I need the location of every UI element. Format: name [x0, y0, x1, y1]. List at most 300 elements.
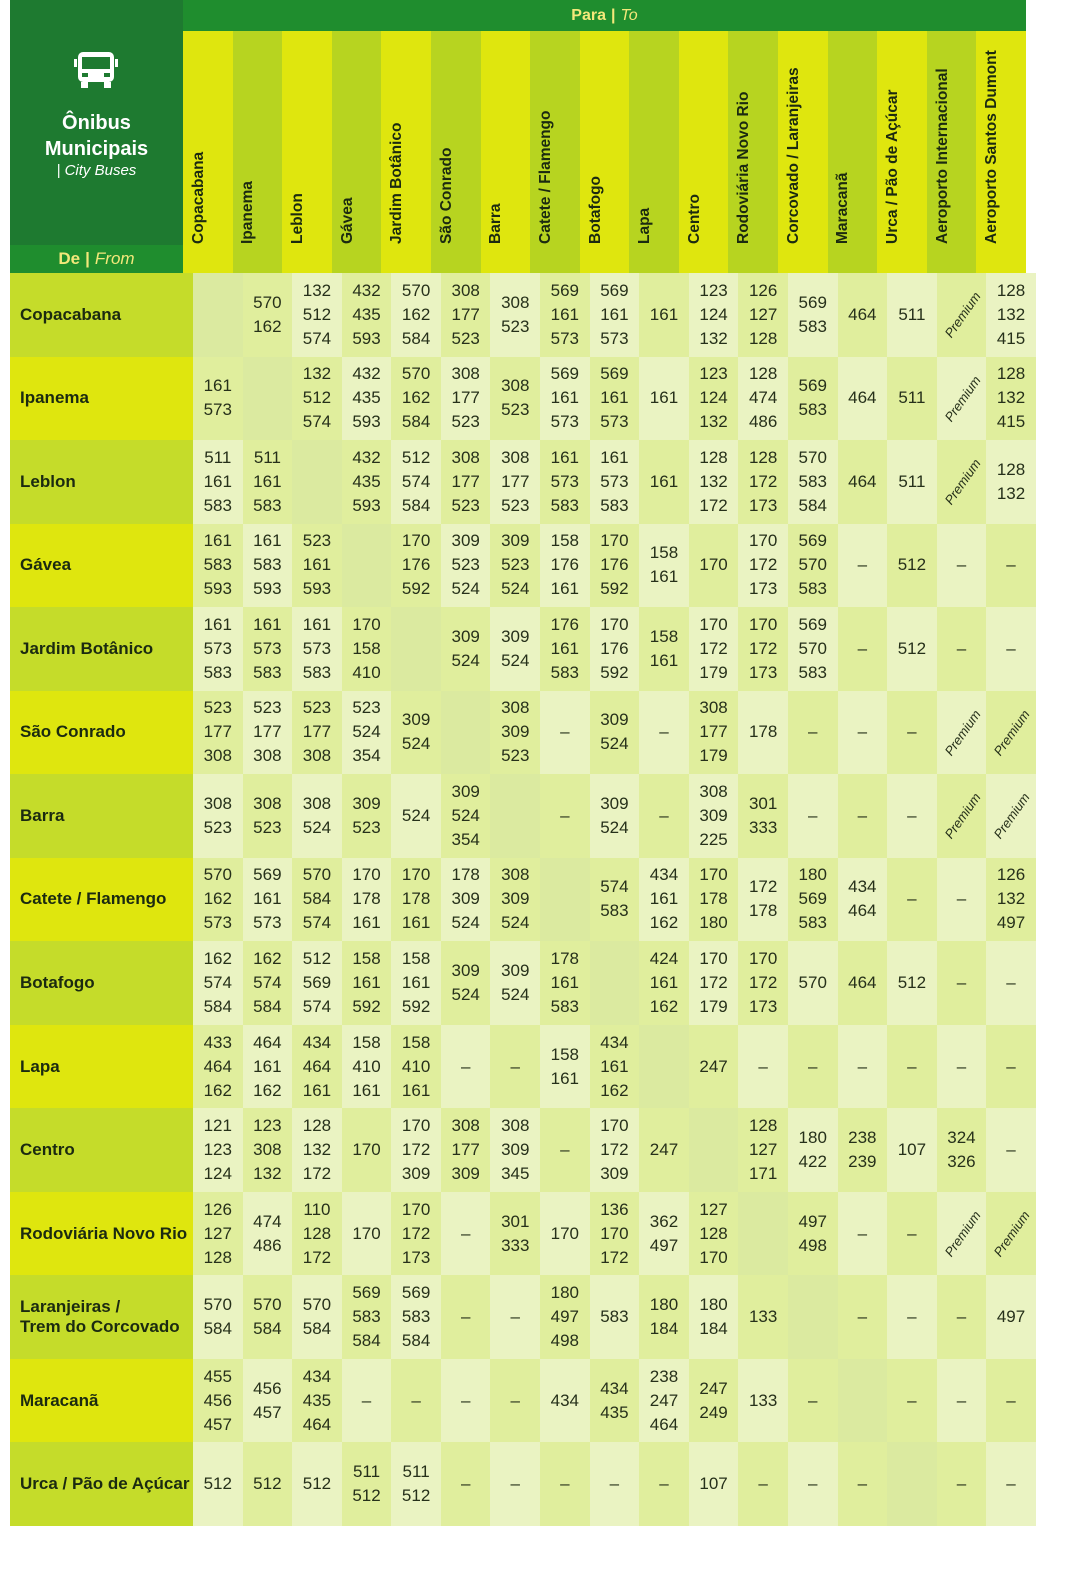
premium-label: Premium: [941, 707, 984, 759]
route-cell: 512: [292, 1442, 342, 1526]
column-header: [481, 31, 531, 273]
de-label: De: [58, 249, 81, 268]
route-cell: 569 161 573: [243, 858, 293, 942]
route-cell: 511 161 583: [243, 440, 293, 524]
route-cell: –: [937, 524, 987, 608]
route-cell: 170 172 309: [391, 1108, 441, 1192]
route-cell: 170: [342, 1108, 392, 1192]
bus-icon: [72, 50, 120, 90]
column-header: [728, 31, 778, 273]
route-cell: 309 524: [590, 774, 640, 858]
route-cell: 511: [887, 273, 937, 357]
column-header: [530, 31, 580, 273]
route-cell: –: [986, 1108, 1036, 1192]
route-cell: [342, 524, 392, 608]
row-header-label: Laranjeiras / Trem do Corcovado: [10, 1275, 193, 1359]
column-header-label: Urca / Pão de Açúcar: [884, 89, 902, 244]
route-cell: –: [887, 1025, 937, 1109]
route-cell: 464: [838, 357, 888, 441]
table-row: [10, 941, 1036, 1025]
route-cell: –: [639, 774, 689, 858]
route-cell: –: [887, 1359, 937, 1443]
route-cell: 128 132 415: [986, 357, 1036, 441]
route-cell: –: [788, 1359, 838, 1443]
route-cell: 523 177 308: [292, 691, 342, 775]
premium-label: Premium: [990, 707, 1033, 759]
column-header-label: Aeroporto Internacional: [933, 68, 951, 244]
route-cell: 301 333: [490, 1192, 540, 1276]
table-row: [10, 1192, 1036, 1276]
route-cell: –: [838, 691, 888, 775]
route-cell: –: [986, 524, 1036, 608]
route-cell: 583: [590, 1275, 640, 1359]
route-cell: [986, 691, 1036, 775]
route-cell: 308 523: [193, 774, 243, 858]
logo-subtitle-text: City Buses: [64, 162, 137, 179]
route-cell: –: [838, 524, 888, 608]
route-cell: 434: [540, 1359, 590, 1443]
row-header-label: São Conrado: [10, 691, 193, 775]
route-cell: 126 127 128: [193, 1192, 243, 1276]
route-cell: 247 249: [689, 1359, 739, 1443]
route-cell: –: [937, 1275, 987, 1359]
table-row: [10, 357, 1036, 441]
route-cell: –: [986, 1359, 1036, 1443]
route-cell: 424 161 162: [639, 941, 689, 1025]
route-cell: 474 486: [243, 1192, 293, 1276]
column-header-label: São Conrado: [437, 147, 455, 244]
row-header-label: Centro: [10, 1108, 193, 1192]
route-cell: 523 161 593: [292, 524, 342, 608]
route-cell: –: [490, 1359, 540, 1443]
route-cell: 128 172 173: [738, 440, 788, 524]
column-header: [282, 31, 332, 273]
route-cell: 570: [788, 941, 838, 1025]
route-cell: 247: [689, 1025, 739, 1109]
route-cell: 170: [689, 524, 739, 608]
route-cell: 569 583: [788, 357, 838, 441]
route-cell: 523 524 354: [342, 691, 392, 775]
route-cell: 170 172 173: [738, 524, 788, 608]
route-cell: –: [887, 691, 937, 775]
route-cell: 158 410 161: [342, 1025, 392, 1109]
route-cell: 127 128 170: [689, 1192, 739, 1276]
route-cell: 161: [639, 440, 689, 524]
route-cell: 524: [391, 774, 441, 858]
table-row: [10, 774, 1036, 858]
route-cell: 569 570 583: [788, 607, 838, 691]
route-cell: –: [986, 1025, 1036, 1109]
route-cell: 464 161 162: [243, 1025, 293, 1109]
route-grid: [10, 273, 1036, 1526]
route-cell: –: [639, 1442, 689, 1526]
row-header-label: Lapa: [10, 1025, 193, 1109]
route-cell: 161 573 583: [193, 607, 243, 691]
route-cell: 309 524: [391, 691, 441, 775]
route-cell: –: [838, 1442, 888, 1526]
route-cell: 161 583 593: [193, 524, 243, 608]
route-cell: 570 584 574: [292, 858, 342, 942]
row-header-label: Urca / Pão de Açúcar: [10, 1442, 193, 1526]
column-header: [332, 31, 382, 273]
route-cell: 309 523: [342, 774, 392, 858]
column-header-label: Catete / Flamengo: [536, 110, 554, 244]
route-cell: –: [391, 1359, 441, 1443]
route-cell: 570 584: [292, 1275, 342, 1359]
route-cell: –: [441, 1275, 491, 1359]
route-cell: 569 583 584: [342, 1275, 392, 1359]
route-cell: 308 177 523: [441, 357, 491, 441]
route-cell: –: [342, 1359, 392, 1443]
route-cell: –: [937, 941, 987, 1025]
route-cell: 161 573 583: [590, 440, 640, 524]
route-cell: [937, 273, 987, 357]
column-header-label: Barra: [487, 203, 505, 244]
route-cell: –: [738, 1025, 788, 1109]
route-cell: 570 584: [243, 1275, 293, 1359]
route-cell: 180 184: [639, 1275, 689, 1359]
route-cell: 434 161 162: [590, 1025, 640, 1109]
route-cell: 308 177 523: [441, 273, 491, 357]
route-cell: 511: [887, 440, 937, 524]
logo-title-line-2: Municipais: [44, 138, 149, 160]
route-cell: 569 570 583: [788, 524, 838, 608]
route-cell: 170: [342, 1192, 392, 1276]
route-cell: 308 524: [292, 774, 342, 858]
route-cell: [639, 1025, 689, 1109]
route-cell: 569 583: [788, 273, 838, 357]
route-cell: 161 573 583: [243, 607, 293, 691]
route-cell: 570 162 584: [391, 357, 441, 441]
separator: |: [85, 249, 90, 268]
route-cell: 170 172 179: [689, 607, 739, 691]
column-header: [580, 31, 630, 273]
route-cell: 511: [887, 357, 937, 441]
table-row: [10, 1275, 1036, 1359]
route-cell: [937, 774, 987, 858]
route-cell: 497 498: [788, 1192, 838, 1276]
route-cell: 512: [887, 607, 937, 691]
route-cell: 433 464 162: [193, 1025, 243, 1109]
premium-label: Premium: [941, 456, 984, 508]
route-cell: 170 158 410: [342, 607, 392, 691]
route-cell: 128 474 486: [738, 357, 788, 441]
logo-subtitle: [10, 162, 183, 179]
route-cell: [441, 691, 491, 775]
column-header-label: Maracanã: [834, 172, 852, 244]
route-cell: 570 584: [193, 1275, 243, 1359]
route-cell: 123 124 132: [689, 357, 739, 441]
route-cell: 238 247 464: [639, 1359, 689, 1443]
column-header-label: Lapa: [636, 207, 654, 244]
route-cell: 512: [243, 1442, 293, 1526]
route-cell: 170 178 161: [342, 858, 392, 942]
column-header: [828, 31, 878, 273]
route-cell: 158 410 161: [391, 1025, 441, 1109]
route-cell: 308 523: [490, 273, 540, 357]
route-cell: 161 573 583: [292, 607, 342, 691]
table-row: [10, 273, 1036, 357]
route-cell: 308 309 524: [490, 858, 540, 942]
route-cell: [490, 774, 540, 858]
route-cell: –: [441, 1442, 491, 1526]
route-cell: 170 178 180: [689, 858, 739, 942]
column-header-label: Botafogo: [586, 175, 604, 244]
route-grid-body: [10, 273, 1036, 1526]
column-header: [679, 31, 729, 273]
route-cell: 512: [193, 1442, 243, 1526]
route-cell: 170 172 173: [738, 941, 788, 1025]
route-cell: 309 524: [441, 607, 491, 691]
route-cell: 161: [639, 273, 689, 357]
row-header-label: Leblon: [10, 440, 193, 524]
logo-panel: [10, 0, 183, 245]
row-header-label: Ipanema: [10, 357, 193, 441]
route-cell: 158 161 592: [391, 941, 441, 1025]
route-cell: 309 523 524: [441, 524, 491, 608]
route-cell: [937, 357, 987, 441]
route-cell: [738, 1192, 788, 1276]
route-cell: 455 456 457: [193, 1359, 243, 1443]
route-cell: [193, 273, 243, 357]
route-cell: 434 464 161: [292, 1025, 342, 1109]
route-cell: 464: [838, 941, 888, 1025]
route-cell: –: [838, 607, 888, 691]
table-row: [10, 1442, 1036, 1526]
table-row: [10, 691, 1036, 775]
route-cell: –: [788, 774, 838, 858]
para-label: Para: [571, 6, 606, 24]
route-cell: –: [788, 1442, 838, 1526]
route-cell: –: [887, 858, 937, 942]
table-row: [10, 440, 1036, 524]
route-cell: 161: [639, 357, 689, 441]
route-cell: 158 161 592: [342, 941, 392, 1025]
route-cell: –: [540, 774, 590, 858]
route-cell: 178 309 524: [441, 858, 491, 942]
premium-label: Premium: [941, 289, 984, 341]
route-cell: –: [838, 774, 888, 858]
route-cell: 178 161 583: [540, 941, 590, 1025]
route-cell: [986, 774, 1036, 858]
column-header: [233, 31, 283, 273]
column-header-label: Jardim Botânico: [388, 122, 406, 244]
route-cell: 570 162: [243, 273, 293, 357]
route-cell: –: [838, 1192, 888, 1276]
column-header: [877, 31, 927, 273]
column-header: [927, 31, 977, 273]
route-cell: 308 523: [490, 357, 540, 441]
route-cell: [887, 1442, 937, 1526]
route-cell: 107: [689, 1442, 739, 1526]
route-cell: 180 184: [689, 1275, 739, 1359]
row-header-label: Catete / Flamengo: [10, 858, 193, 942]
premium-label: Premium: [941, 372, 984, 425]
route-cell: 569 161 573: [540, 273, 590, 357]
route-cell: 309 523 524: [490, 524, 540, 608]
route-cell: 121 123 124: [193, 1108, 243, 1192]
route-cell: –: [887, 1275, 937, 1359]
route-cell: 309 524: [590, 691, 640, 775]
route-cell: 158 161: [540, 1025, 590, 1109]
route-cell: –: [986, 607, 1036, 691]
route-cell: –: [937, 1442, 987, 1526]
column-header: [381, 31, 431, 273]
route-cell: 128 132: [986, 440, 1036, 524]
column-headers: [183, 31, 1026, 273]
route-cell: [292, 440, 342, 524]
route-cell: 432 435 593: [342, 440, 392, 524]
route-cell: 574 583: [590, 858, 640, 942]
route-cell: –: [639, 691, 689, 775]
route-cell: 511 512: [391, 1442, 441, 1526]
route-cell: 176 161 583: [540, 607, 590, 691]
route-cell: –: [490, 1275, 540, 1359]
route-cell: 308 177 523: [441, 440, 491, 524]
column-header-label: Gávea: [338, 197, 356, 244]
route-cell: 434 435: [590, 1359, 640, 1443]
route-cell: –: [986, 1442, 1036, 1526]
row-header-label: Copacabana: [10, 273, 193, 357]
route-cell: [937, 691, 987, 775]
route-cell: [986, 1192, 1036, 1276]
column-header-label: Corcovado / Laranjeiras: [784, 67, 802, 244]
route-cell: 308 309 225: [689, 774, 739, 858]
route-cell: 308 309 345: [490, 1108, 540, 1192]
column-header: [431, 31, 481, 273]
column-header: [183, 31, 233, 273]
route-cell: 362 497: [639, 1192, 689, 1276]
route-cell: 456 457: [243, 1359, 293, 1443]
route-cell: 511 512: [342, 1442, 392, 1526]
column-header-label: Ipanema: [239, 181, 257, 244]
route-cell: 158 161: [639, 607, 689, 691]
route-cell: 180 497 498: [540, 1275, 590, 1359]
route-cell: 126 132 497: [986, 858, 1036, 942]
route-cell: 308 177 523: [490, 440, 540, 524]
route-cell: 162 574 584: [243, 941, 293, 1025]
route-cell: 128 132 172: [689, 440, 739, 524]
route-cell: 309 524: [490, 607, 540, 691]
route-cell: 170: [540, 1192, 590, 1276]
row-header-label: Maracanã: [10, 1359, 193, 1443]
route-cell: –: [788, 691, 838, 775]
row-header-label: Jardim Botânico: [10, 607, 193, 691]
route-cell: 464: [838, 440, 888, 524]
route-cell: 133: [738, 1359, 788, 1443]
route-cell: 512 574 584: [391, 440, 441, 524]
route-cell: 170 172 173: [391, 1192, 441, 1276]
route-cell: [788, 1275, 838, 1359]
route-cell: –: [838, 1275, 888, 1359]
logo-title: [10, 110, 183, 162]
column-header: [778, 31, 828, 273]
route-cell: 309 524: [490, 941, 540, 1025]
route-cell: 170 178 161: [391, 858, 441, 942]
row-header-label: Gávea: [10, 524, 193, 608]
route-cell: 570 162 584: [391, 273, 441, 357]
bus-route-table-sheet: [10, 0, 1033, 1526]
route-cell: 523 177 308: [193, 691, 243, 775]
route-cell: –: [887, 1192, 937, 1276]
route-cell: 512 569 574: [292, 941, 342, 1025]
route-cell: –: [540, 1442, 590, 1526]
table-row: [10, 1025, 1036, 1109]
route-cell: –: [788, 1025, 838, 1109]
route-cell: [243, 357, 293, 441]
premium-label: Premium: [990, 790, 1033, 842]
route-cell: [838, 1359, 888, 1443]
route-cell: 434 464: [838, 858, 888, 942]
route-cell: 170 176 592: [590, 524, 640, 608]
route-cell: 180 422: [788, 1108, 838, 1192]
route-cell: 128 132 172: [292, 1108, 342, 1192]
route-cell: 132 512 574: [292, 273, 342, 357]
route-cell: 170 176 592: [391, 524, 441, 608]
route-cell: –: [937, 858, 987, 942]
route-cell: 569 583 584: [391, 1275, 441, 1359]
route-cell: [689, 1108, 739, 1192]
route-cell: [590, 941, 640, 1025]
route-cell: 178: [738, 691, 788, 775]
destination-band: [183, 0, 1026, 31]
route-cell: 132 512 574: [292, 357, 342, 441]
route-cell: 309 524: [441, 941, 491, 1025]
route-cell: –: [490, 1442, 540, 1526]
route-cell: –: [937, 1359, 987, 1443]
from-label: From: [94, 249, 135, 268]
route-cell: 324 326: [937, 1108, 987, 1192]
route-cell: –: [540, 1108, 590, 1192]
logo-title-line-1: Ônibus: [62, 112, 131, 134]
route-cell: 126 127 128: [738, 273, 788, 357]
column-header-label: Leblon: [288, 193, 306, 244]
route-cell: –: [540, 691, 590, 775]
route-cell: 136 170 172: [590, 1192, 640, 1276]
route-cell: 308 177 179: [689, 691, 739, 775]
table-row: [10, 607, 1036, 691]
row-header-label: Barra: [10, 774, 193, 858]
route-cell: 247: [639, 1108, 689, 1192]
column-header-label: Aeroporto Santos Dumont: [983, 50, 1001, 244]
route-cell: 123 124 132: [689, 273, 739, 357]
route-cell: –: [887, 774, 937, 858]
route-cell: 308 177 309: [441, 1108, 491, 1192]
column-header: [976, 31, 1026, 273]
route-cell: –: [441, 1359, 491, 1443]
route-cell: –: [590, 1442, 640, 1526]
route-cell: [937, 1192, 987, 1276]
route-cell: –: [441, 1192, 491, 1276]
premium-label: Premium: [990, 1208, 1033, 1260]
route-cell: 434 161 162: [639, 858, 689, 942]
separator: |: [56, 162, 61, 179]
to-label: To: [620, 6, 638, 24]
route-cell: 569 161 573: [590, 357, 640, 441]
route-cell: 161 573 583: [540, 440, 590, 524]
route-cell: 123 308 132: [243, 1108, 293, 1192]
route-cell: –: [738, 1442, 788, 1526]
route-cell: 161 573: [193, 357, 243, 441]
column-header-label: Centro: [685, 194, 703, 244]
table-row: [10, 1108, 1036, 1192]
separator: |: [611, 6, 616, 24]
route-cell: 432 435 593: [342, 273, 392, 357]
route-cell: 570 162 573: [193, 858, 243, 942]
column-header-label: Rodoviária Novo Rio: [735, 91, 753, 244]
route-cell: 158 161: [639, 524, 689, 608]
route-cell: 170 176 592: [590, 607, 640, 691]
